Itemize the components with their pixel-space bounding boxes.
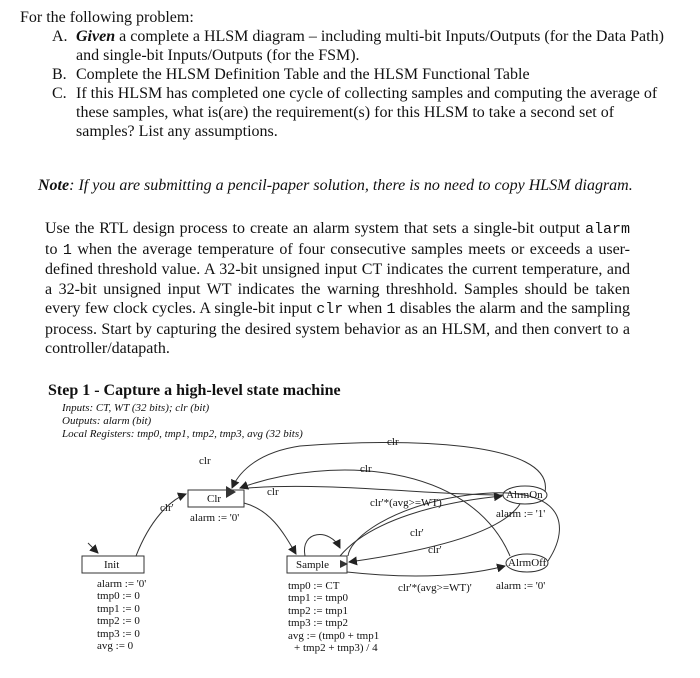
note-text: : If you are submitting a pencil-paper solution, there is no need to copy HLSM diagram. — [69, 177, 633, 194]
action-line: avg := (tmp0 + tmp1 — [288, 629, 380, 642]
edge-label-clr-top: clr — [387, 436, 399, 448]
edge-label-clr-self: clr' — [160, 502, 174, 514]
question-text: a complete a HLSM diagram – including multi-bit Inputs/Outputs (for the Data Path) and single-bit Inputs/Outputs (for the FSM). — [76, 28, 664, 64]
edge-top-clr — [232, 442, 545, 492]
action-line: tmp1 := 0 — [97, 602, 140, 615]
question-text: Complete the HLSM Definition Table and the HLSM Functional Table — [76, 66, 530, 83]
desc-text: disables the alarm and the sampling process. Start by capturing the desired system behavior as an HLSM, and then convert to a controller/datapath. — [45, 300, 630, 357]
edge-sample-alrmoff — [347, 566, 505, 576]
action-line: tmp1 := tmp0 — [288, 592, 348, 605]
state-alrmon-label: AlrmOn — [506, 489, 543, 501]
initial-arrow — [88, 543, 98, 553]
inputs-label: Inputs: CT, WT (32 bits); clr (bit) — [62, 402, 210, 414]
clr-action: alarm := '0' — [190, 512, 240, 524]
desc-text: to — [45, 240, 63, 258]
question-label: C. — [52, 85, 67, 102]
desc-text: when — [343, 300, 387, 317]
action-line: avg := 0 — [97, 640, 134, 653]
edge-mid-clr — [240, 470, 510, 556]
question-text: If this HLSM has completed one cycle of collecting samples and computing the average of these samples, what is(are) the requirement(s) for this HLSM to take a second set of samples? List any assumptions. — [76, 85, 658, 140]
action-line: tmp3 := tmp2 — [288, 617, 348, 630]
desc-code: alarm — [584, 221, 630, 238]
question-label: A. — [52, 28, 68, 45]
edge-label-to-alrmon: clr'*(avg>=WT) — [370, 497, 442, 509]
edge-sample-self — [304, 535, 340, 556]
edge-label-alrmoff-self: clr' — [428, 544, 442, 556]
desc-text: when the average temperature of four consecutive samples meets or exceeds a user-defined threshold value. A 32-bit unsigned input CT indicates the current temperature, and a 32-bit unsigned input WT indicates the warning threshhold. Samples should be taken every few clock cycles. A single-bit input — [45, 240, 631, 317]
state-init-label: Init — [104, 559, 120, 571]
edge-label-to-alrmoff: clr'*(avg>=WT)' — [398, 582, 472, 594]
edge-label-clr-mid: clr — [360, 463, 372, 475]
action-line: tmp0 := 0 — [97, 590, 140, 603]
state-alrmoff-label: AlrmOff — [508, 557, 547, 569]
action-line: tmp2 := 0 — [97, 615, 140, 628]
outputs-label: Outputs: alarm (bit) — [62, 415, 152, 427]
init-actions — [97, 578, 146, 652]
action-line: + tmp2 + tmp3) / 4 — [294, 642, 378, 655]
action-line: tmp2 := tmp1 — [288, 604, 348, 617]
desc-code: 1 — [386, 301, 396, 318]
desc-code: clr — [316, 301, 344, 318]
desc-code: 1 — [62, 241, 72, 259]
step-title: Step 1 - Capture a high-level state machine — [48, 382, 341, 399]
note-label: Note — [38, 177, 70, 194]
sample-actions — [288, 580, 379, 654]
edge-label-alrmon-self: clr' — [410, 527, 424, 539]
alrmon-action: alarm := '1' — [496, 508, 546, 520]
action-line: tmp0 := CT — [288, 580, 340, 592]
state-sample-label: Sample — [296, 559, 329, 571]
action-line: tmp3 := 0 — [97, 627, 140, 640]
question-label: B. — [52, 66, 67, 83]
desc-text: Use the RTL design process to create an alarm system that sets a single-bit output — [45, 220, 585, 237]
edge-clr-sample — [244, 503, 296, 554]
intro-text: For the following problem: — [20, 9, 194, 26]
edge-label-clr-left: clr — [199, 455, 211, 467]
local-registers-label: Local Registers: tmp0, tmp1, tmp2, tmp3, avg (32 bits) — [62, 428, 303, 440]
alrmoff-action: alarm := '0' — [496, 580, 546, 592]
action-line: alarm := '0' — [97, 578, 147, 590]
edge-label-clr-on: clr — [267, 486, 279, 498]
state-clr-label: Clr — [207, 493, 222, 505]
question-emphasis: Given — [76, 28, 116, 45]
edge-on-clr — [248, 486, 503, 495]
